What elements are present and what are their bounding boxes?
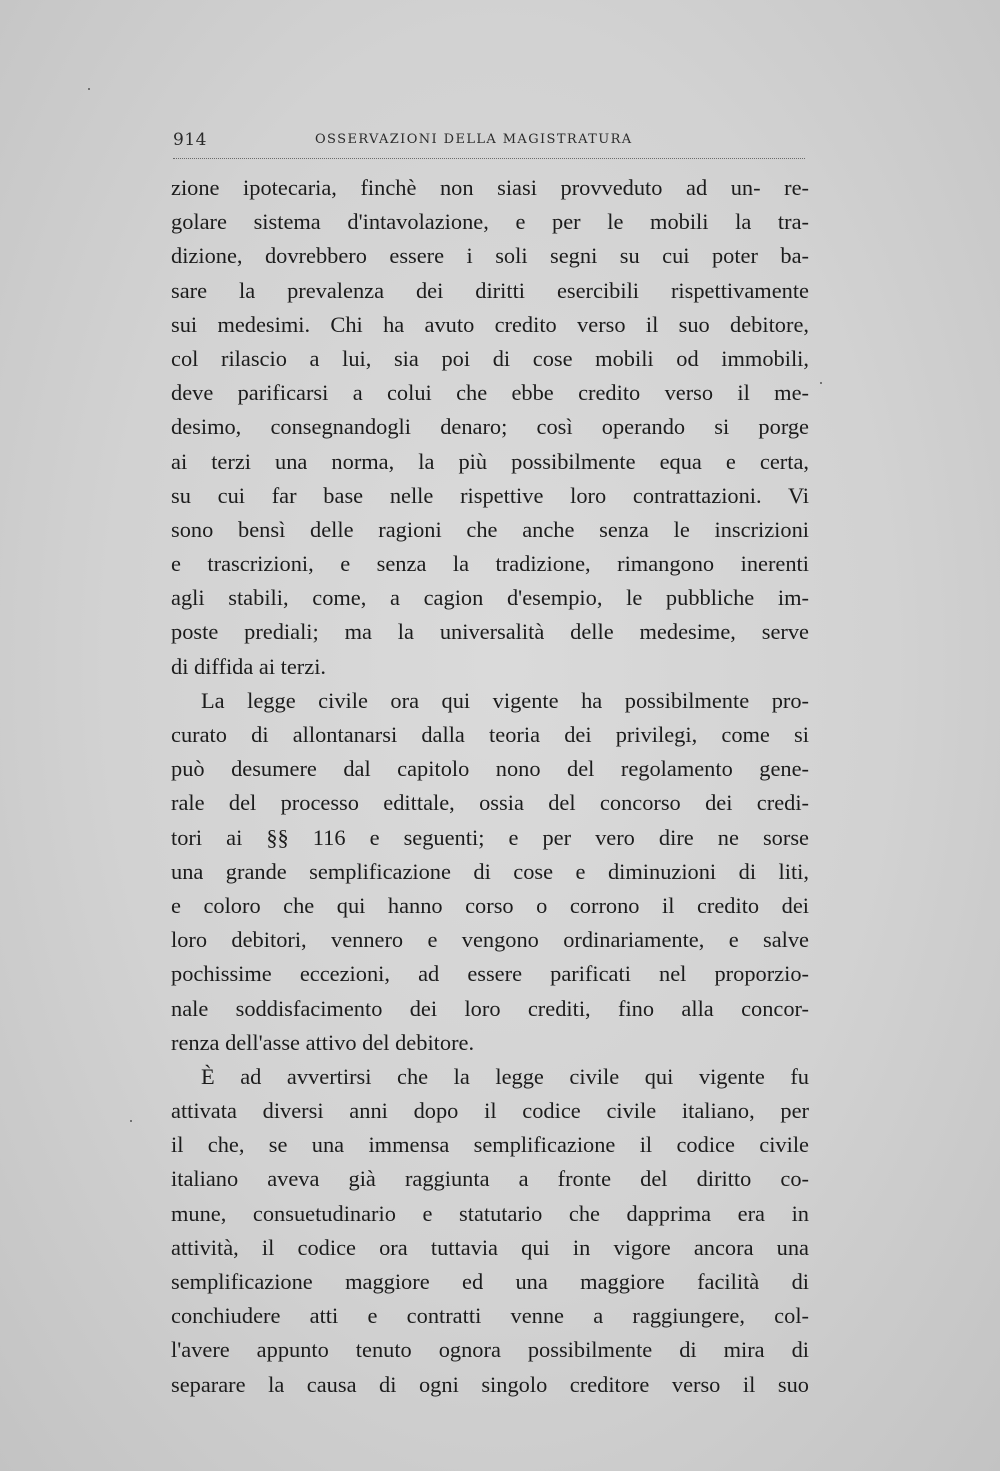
text-line: nale soddisfacimento dei loro crediti, fino alla concor-	[171, 995, 809, 1021]
text-line: col rilascio a lui, sia poi di cose mobili od immobili,	[171, 345, 809, 371]
text-line: ai terzi una norma, la più possibilmente equa e certa,	[171, 448, 809, 474]
text-line: di diffida ai terzi.	[171, 653, 327, 679]
running-head: OSSERVAZIONI DELLA MAGISTRATURA	[315, 132, 633, 147]
paper-speck	[820, 382, 822, 384]
text-line: curato di allontanarsi dalla teoria dei privilegi, come si	[171, 722, 809, 747]
text-line: sui medesimi. Chi ha avuto credito verso il suo debitore,	[171, 311, 809, 337]
text-line: agli stabili, come, a cagion d'esempio, le pubbliche im-	[171, 585, 809, 611]
text-line: una grande semplificazione di cose e diminuzioni di liti,	[171, 858, 809, 884]
text-line: sono bensì delle ragioni che anche senza le inscrizioni	[171, 516, 809, 542]
body-text	[171, 171, 809, 1402]
text-line: desimo, consegnandogli denaro; così operando si porge	[171, 414, 809, 440]
text-line: sare la prevalenza dei diritti esercibili rispettivamente	[171, 277, 809, 303]
text-line: deve parificarsi a colui che ebbe credito verso il me-	[171, 380, 809, 406]
text-line: su cui far base nelle rispettive loro contrattazioni. Vi	[171, 482, 809, 508]
text-line: semplificazione maggiore ed una maggiore facilità di	[171, 1269, 809, 1294]
text-line: attivata diversi anni dopo il codice civile italiano, per	[171, 1098, 809, 1124]
text-line: separare la causa di ogni singolo creditore verso il suo	[171, 1371, 809, 1397]
text-line: loro debitori, vennero e vengono ordinariamente, e salve	[171, 927, 809, 953]
text-line: rale del processo edittale, ossia del concorso dei credi-	[171, 790, 809, 816]
text-line: italiano aveva già raggiunta a fronte del diritto co-	[171, 1166, 809, 1192]
text-line: poste prediali; ma la universalità delle medesime, serve	[171, 619, 809, 645]
text-line: La legge civile ora qui vigente ha possibilmente pro-	[201, 687, 809, 713]
text-line: attività, il codice ora tuttavia qui in vigore ancora una	[171, 1234, 809, 1260]
text-line: e coloro che qui hanno corso o corrono il credito dei	[171, 892, 809, 918]
text-line: pochissime eccezioni, ad essere parificati nel proporzio-	[171, 961, 809, 987]
paper-speck	[130, 1120, 132, 1122]
text-line: dizione, dovrebbero essere i soli segni su cui poter ba-	[171, 243, 809, 269]
page-number: 914	[173, 130, 207, 150]
text-line: il che, se una immensa semplificazione il codice civile	[171, 1132, 809, 1158]
text-line: può desumere dal capitolo nono del regolamento gene-	[171, 756, 809, 782]
header-rule	[173, 158, 805, 159]
text-line: golare sistema d'intavolazione, e per le mobili la tra-	[171, 209, 809, 235]
text-line: È ad avvertirsi che la legge civile qui vigente fu	[201, 1063, 809, 1089]
text-line: conchiudere atti e contratti venne a raggiungere, col-	[171, 1303, 809, 1329]
text-line: zione ipotecaria, finchè non siasi provveduto ad un- re-	[171, 175, 809, 200]
paper-speck	[88, 88, 90, 90]
text-line: l'avere appunto tenuto ognora possibilmente di mira di	[171, 1337, 809, 1363]
text-line: tori ai §§ 116 e seguenti; e per vero dire ne sorse	[171, 824, 809, 850]
text-line: e trascrizioni, e senza la tradizione, rimangono inerenti	[171, 551, 809, 577]
text-line: mune, consuetudinario e statutario che dapprima era in	[171, 1200, 809, 1226]
text-line: renza dell'asse attivo del debitore.	[171, 1029, 475, 1055]
page-header	[173, 130, 808, 154]
